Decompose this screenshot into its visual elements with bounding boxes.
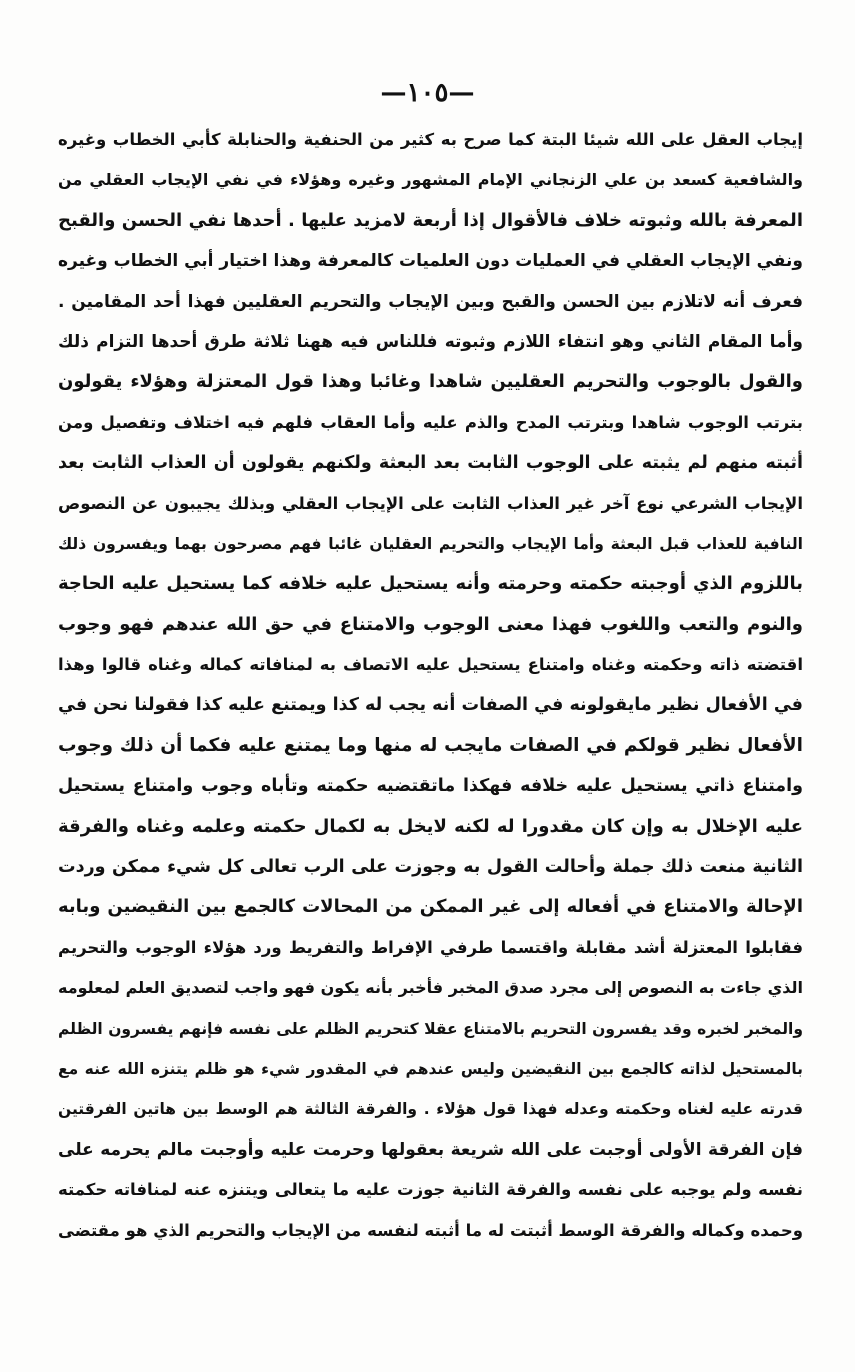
text-line: والمخبر لخبره وقد يفسرون التحريم بالامتناع عقلا كتحريم الظلم على نفسه فإنهم يفسرون الظلم [58, 1019, 803, 1038]
text-line: قدرته عليه لغناه وحكمته وعدله فهذا قول هؤلاء . والفرقة الثالثة هم الوسط بين هاتين الفرقتين [58, 1100, 803, 1119]
arabic-text-body [58, 120, 803, 1251]
text-line: وأما المقام الثاني وهو انتفاء اللازم وثبوته فللناس فيه ههنا ثلاثة طرق أحدها التزام ذلك [58, 331, 803, 352]
text-line: والنوم والتعب واللغوب فهذا معنى الوجوب والامتناع في حق الله عندهم فهو وجوب [58, 613, 803, 635]
text-line: الثانية منعت ذلك جملة وأحالت القول به وجوزت على الرب تعالى كل شيء ممكن وردت [58, 857, 803, 878]
text-line: إيجاب العقل على الله شيئا البتة كما صرح به كثير من الحنفية والحنابلة كأبي الخطاب وغيره [58, 130, 803, 149]
text-line: الإيجاب الشرعي نوع آخر غير العذاب الثابت على الإيجاب العقلي وبذلك يجيبون عن النصوص [58, 493, 803, 513]
text-line: الأفعال نظير قولكم في الصفات مايجب له منها وما يمتنع عليه فكما أن ذلك وجوب [58, 734, 803, 756]
text-line: اقتضته ذاته وحكمته وغناه وامتناع يستحيل عليه الاتصاف به لمنافاته كماله وغناه قالوا وهذا [58, 655, 803, 675]
text-line: فعرف أنه لاتلازم بين الحسن والقبح وبين الإيجاب والتحريم العقليين فهذا أحد المقامين . [58, 291, 803, 312]
text-line: وامتناع ذاتي يستحيل عليه خلافه فهكذا ماتقتضيه حكمته وتأباه وجوب وامتناع يستحيل [58, 776, 803, 797]
page-number: —١٠٥— [380, 78, 475, 108]
text-line: الذي جاءت به النصوص إلى مجرد صدق المخبر فأخبر بأنه يكون فهو واجب لتصديق العلم لمعلومه [58, 978, 803, 998]
text-line: في الأفعال نظير مايقولونه في الصفات أنه يجب له كذا ويمتنع عليه كذا فقولنا نحن في [58, 695, 803, 716]
text-line: وحمده وكماله والفرقة الوسط أثبتت له ما أثبته لنفسه من الإيجاب والتحريم الذي هو مقتضى [58, 1220, 803, 1240]
text-line: الإحالة والامتناع في أفعاله إلى غير الممكن من المحالات كالجمع بين النقيضين وبابه [58, 896, 803, 918]
text-line: بترتب الوجوب شاهدا وبترتب المدح والذم عليه وأما العقاب فلهم فيه اختلاف وتفصيل ومن [58, 412, 803, 432]
text-line: فقابلوا المعتزلة أشد مقابلة واقتسما طرفي الإفراط والتفريط ورد هؤلاء الوجوب والتحريم [58, 937, 803, 957]
text-line: ونفي الإيجاب العقلي في العمليات دون العلميات كالمعرفة وهذا اختيار أبي الخطاب وغيره [58, 251, 803, 272]
text-line: نفسه ولم يوجبه على نفسه والفرقة الثانية جوزت عليه ما يتعالى ويتنزه عنه لمنافاته حكمته [58, 1180, 803, 1200]
text-line: بالمستحيل لذاته كالجمع بين النقيضين وليس عندهم في المقدور شيء هو ظلم يتنزه الله عنه مع [58, 1059, 803, 1078]
text-line: النافية للعذاب قبل البعثة وأما الإيجاب والتحريم العقليان غائبا فهم مصرحون بهما ويفسرون ذلك [58, 534, 803, 553]
text-line: أثبته منهم لم يثبته على الوجوب الثابت بعد البعثة ولكنهم يقولون أن العذاب الثابت بعد [58, 453, 803, 474]
text-line: والشافعية كسعد بن علي الزنجاني الإمام المشهور وغيره وهؤلاء في نفي الإيجاب العقلي من [58, 170, 803, 190]
text-line: باللزوم الذي أوجبته حكمته وحرمته وأنه يستحيل عليه خلافه كما يستحيل عليه الحاجة [58, 573, 803, 595]
text-line: فإن الفرقة الأولى أوجبت على الله شريعة بعقولها وحرمت عليه وأوجبت مالم يحرمه على [58, 1139, 803, 1160]
text-line: عليه الإخلال به وإن كان مقدورا له لكنه لايخل به لكمال حكمته وعلمه وغناه والفرقة [58, 815, 803, 837]
text-line: والقول بالوجوب والتحريم العقليين شاهدا وغائبا وهذا قول المعتزلة وهؤلاء يقولون [58, 371, 803, 393]
text-line: المعرفة بالله وثبوته خلاف فالأقوال إذا أربعة لامزيد عليها . أحدها نفي الحسن والقبح [58, 209, 803, 231]
